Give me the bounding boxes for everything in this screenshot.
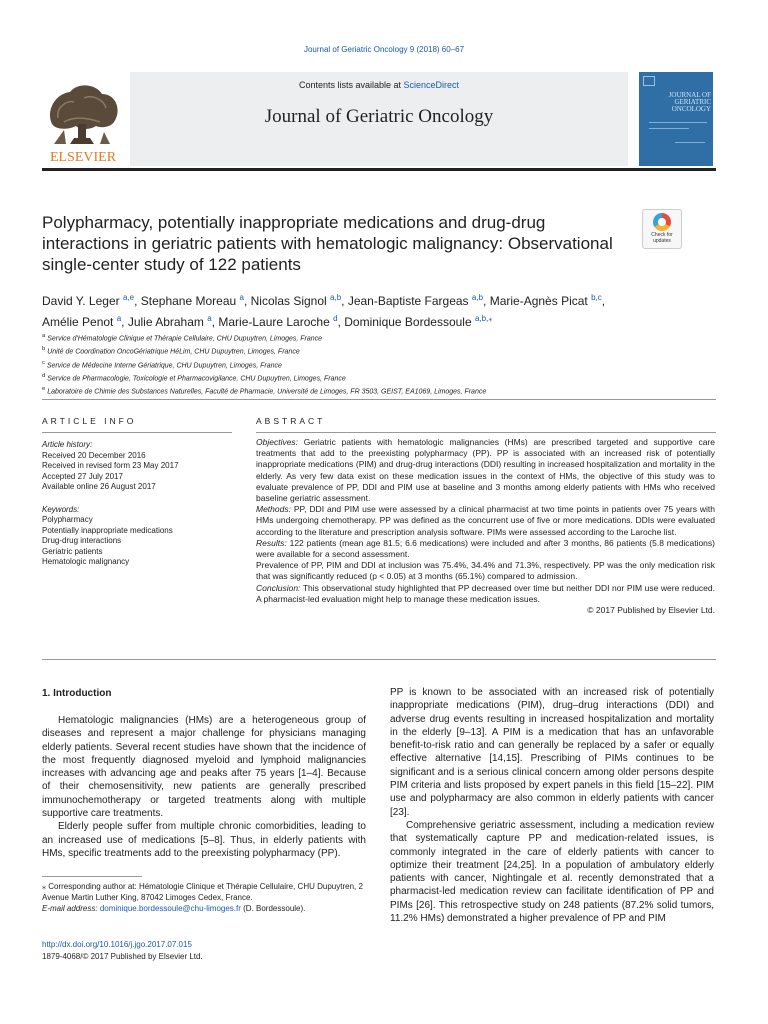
abstract-bottom-rule <box>42 659 716 660</box>
author-name: Stephane Moreau <box>140 294 237 308</box>
body-column-right <box>390 686 714 925</box>
footnote-rule <box>42 876 142 877</box>
author-name: Julie Abraham <box>127 315 204 329</box>
article-title: Polypharmacy, potentially inappropriate medications and drug-drug interactions in geriatric patients with hematologic malignancy: Observational single-center study of 122 patients <box>42 213 613 274</box>
sciencedirect-link[interactable]: ScienceDirect <box>403 80 460 90</box>
abstract-rule <box>256 432 716 433</box>
affiliation-item: $^e$ Laboratoire de Chimie des Substances Naturelles, Faculté de Pharmacie, Université de Limoges, FR 3503, GEIST, EA1069, Limoges, France <box>42 386 487 396</box>
email-line <box>42 903 366 914</box>
header-rule <box>42 168 716 171</box>
keyword-item: Geriatric patients <box>42 546 103 556</box>
journal-name: Journal of Geriatric Oncology <box>264 106 494 127</box>
corresponding-author-footnote <box>42 881 366 914</box>
history-item: Received 20 December 2016 <box>42 450 146 460</box>
abstract-methods: Methods: PP, DDI and PIM use were assessed by a clinical pharmacist at two time points in patients over 75 years with HMs undergoing chemotherapy. PP was defined as the concurrent use of five or more medications. DDIs were evaluated according to the literature and prescription analysis software. PIMs were assessed according to the Laroche list. <box>256 504 715 537</box>
author-name: David Y. Leger <box>42 294 120 308</box>
abstract-objectives: Objectives: Geriatric patients with hematologic malignancies (HMs) are prescribed targeted and supportive care treatments that add to the preexisting polypharmacy (PP). PP is associated with an increased risk of potentially inappropriate medications (PIM) and drug-drug interactions (DDI) resulting in increased hospitalization and mortality in the elderly. As very few data exist on these medication issues in the context of HMs, the objective of this study was to evaluate prevalence of PP, DDI and PIM use at baseline and 3 months among elderly patients with HMs who received baseline geriatric assessment. <box>256 437 715 504</box>
crossmark-label-1: Check for <box>651 232 673 238</box>
check-for-updates-badge[interactable] <box>642 209 682 249</box>
elsevier-logo[interactable] <box>40 78 126 164</box>
contents-prefix: Contents lists available at <box>298 80 404 90</box>
affiliation-item: $^a$ Service d'Hématologie Clinique et Thérapie Cellulaire, CHU Dupuytren, Limoges, France <box>42 333 323 343</box>
history-item: Received in revised form 23 May 2017 <box>42 461 179 470</box>
journal-cover-image[interactable] <box>639 72 713 166</box>
keywords-label: Keywords: <box>42 504 80 514</box>
keyword-item: Polypharmacy <box>42 515 93 524</box>
affiliation-item: $^d$ Service de Pharmacologie, Toxicologie et Pharmacovigilance, CHU Dupuytren, Limoges, France <box>42 372 346 383</box>
author-affil-sup[interactable]: a <box>239 293 244 302</box>
author-name: Marie-Agnès Picat <box>489 294 588 308</box>
cover-title: JOURNAL OF GERIATRIC ONCOLOGY <box>668 91 711 113</box>
affiliation-list <box>42 331 722 398</box>
body-paragraph: Hematologic malignancies (HMs) are a heterogeneous group of diseases and represent a major challenge for physicians managing elderly patients. Several recent studies have shown that the incidence of the most frequently diagnosed myeloid and lymphoid malignancies increases with advancing age and peaks after 75 years [1–4]. Because of their chemosensitivity, new patients are generally prescribed immunochemotherapy or targeted treatments along with multiple supportive care treatments. <box>42 715 366 820</box>
body-column-left <box>42 714 366 860</box>
doi-link[interactable]: http://dx.doi.org/10.1016/j.jgo.2017.07.015 <box>42 940 192 949</box>
author-name: Nicolas Signol <box>250 294 327 308</box>
author-list: David Y. Leger $^{a,e}$, Stephane Moreau $^a$, Nicolas Signol $^{a,b}$, Jean-Baptiste Fargeas $^{a,b}$, Marie-Agnès Picat $^{b,c}$, Amélie Penot $^a$, Julie Abraham $^a$, Marie-Laure Laroche $^d$, Dominique Bordessoule $^{a,b,⁎}$ <box>42 293 606 329</box>
author-name: Amélie Penot <box>42 315 114 329</box>
history-item: Accepted 27 July 2017 <box>42 471 123 481</box>
corresponding-author-text: ⁎ Corresponding author at: Hématologie Clinique et Thérapie Cellulaire, CHU Dupuytren, 2 Avenue Martin Luther King, 87042 Limoges Cedex, France. <box>42 882 363 902</box>
issn-line: 1879-4068/© 2017 Published by Elsevier Ltd. <box>42 952 203 961</box>
abstract-results: Results: 122 patients (mean age 81.5; 6.6 medications) were included and after 3 months, 86 patients (5.8 medications) were available for a second assessment. <box>256 537 715 560</box>
article-info-heading: ARTICLE INFO <box>42 416 137 426</box>
abstract-body <box>256 437 715 616</box>
section-heading-introduction: 1. Introduction <box>42 688 112 699</box>
elsevier-tree-icon <box>40 78 126 164</box>
author-name: Jean-Baptiste Fargeas <box>347 294 469 308</box>
email-label: E-mail address: <box>42 904 98 913</box>
body-paragraph: Elderly people suffer from multiple chronic comorbidities, leading to an increased use of medications [5–8]. Thus, in elderly patients with HMs, specific treatments add to the preexisting polypharmacy (PP). <box>42 821 366 859</box>
author-name: Marie-Laure Laroche <box>218 315 330 329</box>
author-affil-sup[interactable]: a,b,⁎ <box>474 314 493 323</box>
abstract-heading: ABSTRACT <box>256 416 326 426</box>
abstract-copyright: © 2017 Published by Elsevier Ltd. <box>587 605 715 616</box>
email-link[interactable]: dominique.bordessoule@chu-limoges.fr <box>99 904 241 913</box>
keyword-item: Potentially inappropriate medications <box>42 525 173 535</box>
cover-line <box>649 128 689 129</box>
abstract-conclusion: Conclusion: This observational study highlighted that PP decreased over time but neither DDI nor PIM use were reduced. A pharmacist-led evaluation might help to manage these medication issues. <box>256 582 715 604</box>
page-bottom <box>42 939 342 963</box>
affiliation-item: $^b$ Unité de Coordination OncoGériatrique HéLim, CHU Dupuytren, Limoges, France <box>42 346 300 356</box>
affiliation-item: $^c$ Service de Médecine Interne Gériatrique, CHU Dupuytren, Limoges, France <box>42 359 282 369</box>
publisher-wordmark: ELSEVIER <box>49 150 117 164</box>
cover-logo-icon <box>643 76 655 86</box>
body-paragraph: Comprehensive geriatric assessment, including a medication review that systematically capture PP and medication-related issues, is commonly integrated in the care of elderly patients with cancer to optimize their treatment [24,25]. In a population of ambulatory elderly patients with cancer, Nightingale et al. recently demonstrated that a pharmacist-led medication review can facilitate identification of PP and PIMs [26]. This retrospective study on 248 patients (87.2% solid tumors, 11.2% HMs) demonstrated a higher prevalence of PP and PIM <box>390 819 714 925</box>
article-info-panel <box>42 440 222 568</box>
author-affil-sup[interactable]: d <box>333 314 338 323</box>
author-affil-sup[interactable]: b,c <box>591 293 602 302</box>
section-rule <box>42 399 716 400</box>
email-suffix: (D. Bordessoule). <box>240 904 306 913</box>
author-affil-sup[interactable]: a <box>116 314 122 323</box>
author-affil-sup[interactable]: a <box>207 314 212 323</box>
keyword-item: Drug-drug interactions <box>42 536 122 545</box>
abstract-results-2: Prevalence of PP, PIM and DDI at inclusion was 75.4%, 34.4% and 71.3%, respectively. PP was the only medication risk that was significantly reduced (p < 0.05) at 3 months (65.1%) compared to admission. <box>256 560 715 582</box>
article-history-label: Article history: <box>42 440 93 449</box>
article-info-rule <box>42 432 232 433</box>
author-affil-sup[interactable]: a,e <box>122 293 135 302</box>
keyword-item: Hematologic malignancy <box>42 557 130 566</box>
contents-line <box>130 80 628 90</box>
body-paragraph: PP is known to be associated with an increased risk of potentially inappropriate medications (PIM), drug–drug interactions (DDI) and adverse drug events resulting in increased hospitalization and mortality in the elderly [9–13]. A PIM is a medication that has an unfavorable benefit-to-risk ratio and can generally be replaced by a safer or equally effective alternative [14,15]. Prescribing of PIMs continues to be significant and is a serious clinical concern among older persons despite PIM criteria and lists proposed by expert panels in this field [15–22]. PIM use and polypharmacy are also common in elderly patients with cancer [23]. <box>390 687 714 818</box>
author-affil-sup[interactable]: a,b <box>330 293 342 302</box>
journal-citation-link[interactable]: Journal of Geriatric Oncology 9 (2018) 60–67 <box>303 45 465 54</box>
cover-line <box>675 142 705 143</box>
crossmark-label-2: updates <box>653 238 671 244</box>
history-item: Available online 26 August 2017 <box>42 482 156 491</box>
author-affil-sup[interactable]: a,b <box>471 293 484 302</box>
cover-line <box>649 122 707 123</box>
author-name: Dominique Bordessoule <box>344 315 472 329</box>
